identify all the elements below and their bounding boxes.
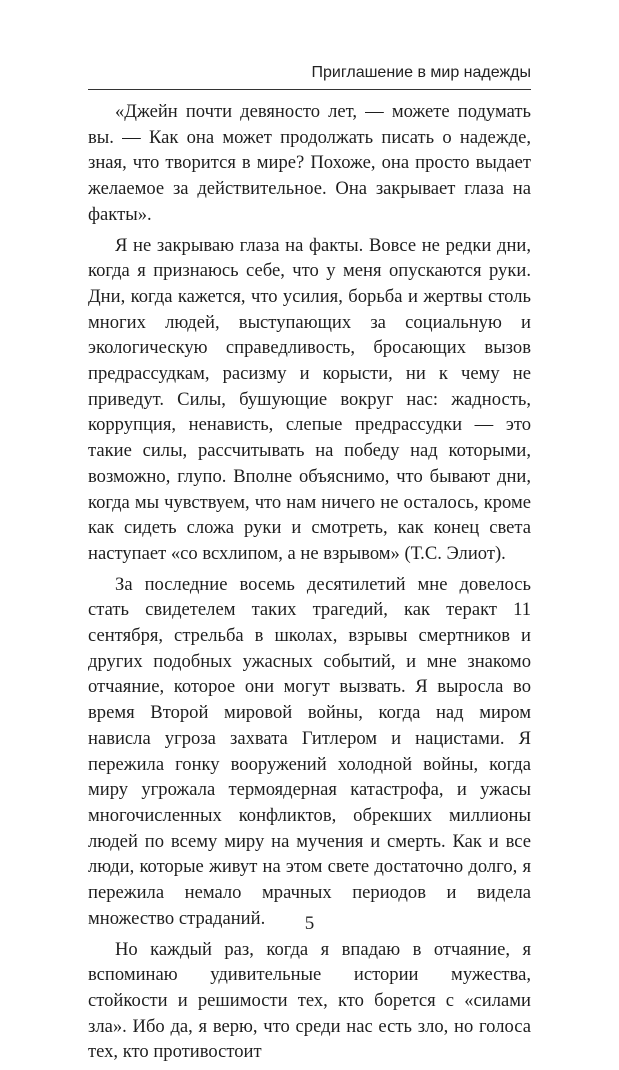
running-header: Приглашение в мир надежды [311,64,531,81]
paragraph: «Джейн почти девяносто лет, — можете подумать вы. — Как она может продолжать писать о надежде, зная, что творится в мире? Похоже, она просто выдает желаемое за действительное. Она закрывает глаза на факты». [88,101,531,225]
page-number: 5 [304,913,315,934]
paragraph: Но каждый раз, когда я впадаю в отчаяние, я вспоминаю удивительные истории мужества, стойкости и решимости тех, кто борется с «силами зла». Ибо да, я верю, что среди нас есть зло, но голоса тех, кто противостоит [88,938,531,1063]
paragraph: Я не закрываю глаза на факты. Вовсе не редки дни, когда я признаюсь себе, что у меня опускаются руки. Дни, когда кажется, что усилия, борьба и жертвы столь многих людей, выступающих за социальную и экологическую справедливость, бросающих вызов предрассудкам, расизму и корысти, ни к чему не приведут. Силы, бушующие вокруг нас: жадность, коррупция, ненависть, слепые предрассудки — это такие силы, рассчитывать на победу над которыми, возможно, глупо. Вполне объяснимо, что бывают дни, когда мы чувствуем, что нам ничего не осталось, кроме как сидеть сложа руки и смотреть, как конец света наступает «со всхлипом, а не взрывом» (Т.С. Элиот). [88,234,531,564]
paragraph: За последние восемь десятилетий мне довелось стать свидетелем таких трагедий, как теракт 11 сентября, стрельба в школах, взрывы смертников и других подобных ужасных событий, и мне знакомо отчаяние, которое они могут вызвать. Я выросла во время Второй мировой войны, когда над миром нависла угроза захвата Гитлером и нацистами. Я пережила гонку вооружений холодной войны, когда миру угрожала термоядерная катастрофа, и ужасы многочисленных конфликтов, обрекших миллионы людей по всему миру на мучения и смерть. Как и все люди, которые живут на этом свете достаточно долго, я пережила немало мрачных периодов и видела множество страданий. [88,573,531,929]
header-rule [88,89,531,90]
